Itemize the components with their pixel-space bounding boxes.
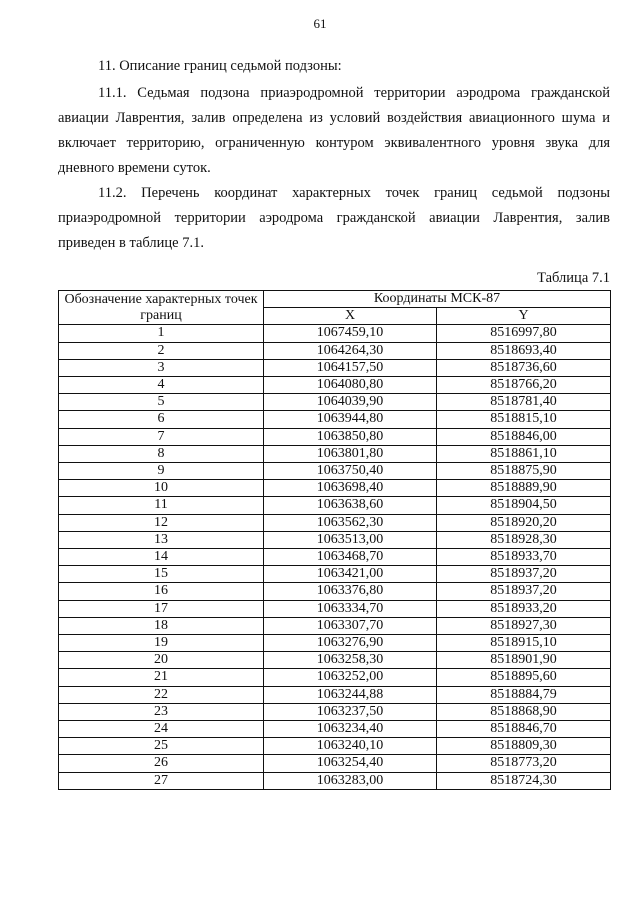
cell-x: 1063513,00	[264, 531, 437, 548]
cell-point-number: 1	[59, 325, 264, 342]
table-row	[59, 652, 611, 669]
cell-point-number: 15	[59, 566, 264, 583]
table-row	[59, 566, 611, 583]
cell-x: 1063307,70	[264, 617, 437, 634]
cell-x: 1064157,50	[264, 359, 437, 376]
cell-y: 8518781,40	[437, 394, 611, 411]
cell-point-number: 11	[59, 497, 264, 514]
table-row	[59, 377, 611, 394]
cell-x: 1063698,40	[264, 480, 437, 497]
cell-point-number: 26	[59, 755, 264, 772]
cell-point-number: 18	[59, 617, 264, 634]
table-row	[59, 755, 611, 772]
cell-point-number: 13	[59, 531, 264, 548]
table-row	[59, 617, 611, 634]
table-caption: Таблица 7.1	[537, 270, 610, 286]
cell-y: 8518846,70	[437, 721, 611, 738]
table-row	[59, 549, 611, 566]
table-row	[59, 480, 611, 497]
cell-x: 1063334,70	[264, 600, 437, 617]
cell-y: 8518766,20	[437, 377, 611, 394]
cell-y: 8518937,20	[437, 583, 611, 600]
table-row	[59, 514, 611, 531]
cell-x: 1063240,10	[264, 738, 437, 755]
coordinates-table	[58, 290, 611, 790]
cell-x: 1063258,30	[264, 652, 437, 669]
cell-y: 8518868,90	[437, 703, 611, 720]
cell-point-number: 21	[59, 669, 264, 686]
cell-x: 1063850,80	[264, 428, 437, 445]
cell-point-number: 17	[59, 600, 264, 617]
cell-point-number: 24	[59, 721, 264, 738]
cell-point-number: 14	[59, 549, 264, 566]
paragraph-11-1	[58, 81, 610, 181]
cell-x: 1063283,00	[264, 772, 437, 789]
cell-y: 8518901,90	[437, 652, 611, 669]
cell-y: 8518773,20	[437, 755, 611, 772]
cell-x: 1063252,00	[264, 669, 437, 686]
table-row	[59, 721, 611, 738]
cell-y: 8518933,70	[437, 549, 611, 566]
table-row	[59, 703, 611, 720]
cell-x: 1064039,90	[264, 394, 437, 411]
cell-y: 8518937,20	[437, 566, 611, 583]
cell-y: 8518815,10	[437, 411, 611, 428]
table-row	[59, 342, 611, 359]
cell-point-number: 27	[59, 772, 264, 789]
cell-y: 8518920,20	[437, 514, 611, 531]
header-coordinates: Координаты МСК-87	[264, 291, 611, 308]
cell-y: 8518861,10	[437, 445, 611, 462]
cell-y: 8518889,90	[437, 480, 611, 497]
paragraph-11-1-text: 11.1. Седьмая подзона приаэродромной территории аэродрома гражданской авиации Лаврентия, залив определена из условий воздействия авиационного шума и включает территорию, ограниченную контуром эквивалентного уровня звука для дневного времени суток.	[58, 85, 610, 176]
cell-y: 8518875,90	[437, 463, 611, 480]
cell-point-number: 22	[59, 686, 264, 703]
cell-x: 1067459,10	[264, 325, 437, 342]
table-row	[59, 445, 611, 462]
cell-point-number: 7	[59, 428, 264, 445]
cell-point-number: 4	[59, 377, 264, 394]
cell-y: 8518724,30	[437, 772, 611, 789]
cell-x: 1064264,30	[264, 342, 437, 359]
table-row	[59, 428, 611, 445]
section-heading	[58, 54, 610, 79]
cell-y: 8518927,30	[437, 617, 611, 634]
cell-point-number: 10	[59, 480, 264, 497]
table-row	[59, 583, 611, 600]
section-heading-text: 11. Описание границ седьмой подзоны:	[98, 58, 342, 74]
cell-y: 8518693,40	[437, 342, 611, 359]
cell-x: 1063276,90	[264, 635, 437, 652]
table-row	[59, 686, 611, 703]
cell-point-number: 16	[59, 583, 264, 600]
table-row	[59, 394, 611, 411]
table-row	[59, 669, 611, 686]
table-row	[59, 738, 611, 755]
cell-y: 8518895,60	[437, 669, 611, 686]
table-row	[59, 772, 611, 789]
cell-y: 8518736,60	[437, 359, 611, 376]
table-row	[59, 411, 611, 428]
header-y: Y	[437, 308, 611, 325]
cell-x: 1063244,88	[264, 686, 437, 703]
paragraph-11-2-text: 11.2. Перечень координат характерных точек границ седьмой подзоны приаэродромной территории аэродрома гражданской авиации Лаврентия, залив приведен в таблице 7.1.	[58, 185, 610, 251]
cell-x: 1063376,80	[264, 583, 437, 600]
header-x: X	[264, 308, 437, 325]
cell-point-number: 20	[59, 652, 264, 669]
cell-point-number: 25	[59, 738, 264, 755]
cell-point-number: 2	[59, 342, 264, 359]
cell-point-number: 5	[59, 394, 264, 411]
cell-point-number: 8	[59, 445, 264, 462]
cell-x: 1063944,80	[264, 411, 437, 428]
table-row	[59, 531, 611, 548]
table-row	[59, 600, 611, 617]
cell-point-number: 23	[59, 703, 264, 720]
cell-y: 8518809,30	[437, 738, 611, 755]
page-number: 61	[313, 16, 327, 31]
cell-y: 8518884,79	[437, 686, 611, 703]
cell-point-number: 6	[59, 411, 264, 428]
cell-x: 1063638,60	[264, 497, 437, 514]
table-body	[59, 325, 611, 789]
table-row	[59, 359, 611, 376]
cell-x: 1063468,70	[264, 549, 437, 566]
paragraph-11-2	[58, 181, 610, 256]
table-header-row	[59, 291, 611, 308]
cell-x: 1063237,50	[264, 703, 437, 720]
cell-y: 8518846,00	[437, 428, 611, 445]
cell-point-number: 3	[59, 359, 264, 376]
cell-x: 1063254,40	[264, 755, 437, 772]
cell-y: 8518928,30	[437, 531, 611, 548]
table-row	[59, 325, 611, 342]
cell-x: 1063750,40	[264, 463, 437, 480]
table-row	[59, 635, 611, 652]
cell-point-number: 9	[59, 463, 264, 480]
cell-point-number: 12	[59, 514, 264, 531]
cell-point-number: 19	[59, 635, 264, 652]
cell-y: 8516997,80	[437, 325, 611, 342]
cell-y: 8518933,20	[437, 600, 611, 617]
table-row	[59, 497, 611, 514]
cell-x: 1063801,80	[264, 445, 437, 462]
header-point-name: Обозначение характерных точек границ	[59, 291, 264, 325]
table-row	[59, 463, 611, 480]
cell-x: 1063421,00	[264, 566, 437, 583]
cell-y: 8518915,10	[437, 635, 611, 652]
cell-x: 1063562,30	[264, 514, 437, 531]
cell-y: 8518904,50	[437, 497, 611, 514]
cell-x: 1063234,40	[264, 721, 437, 738]
cell-x: 1064080,80	[264, 377, 437, 394]
